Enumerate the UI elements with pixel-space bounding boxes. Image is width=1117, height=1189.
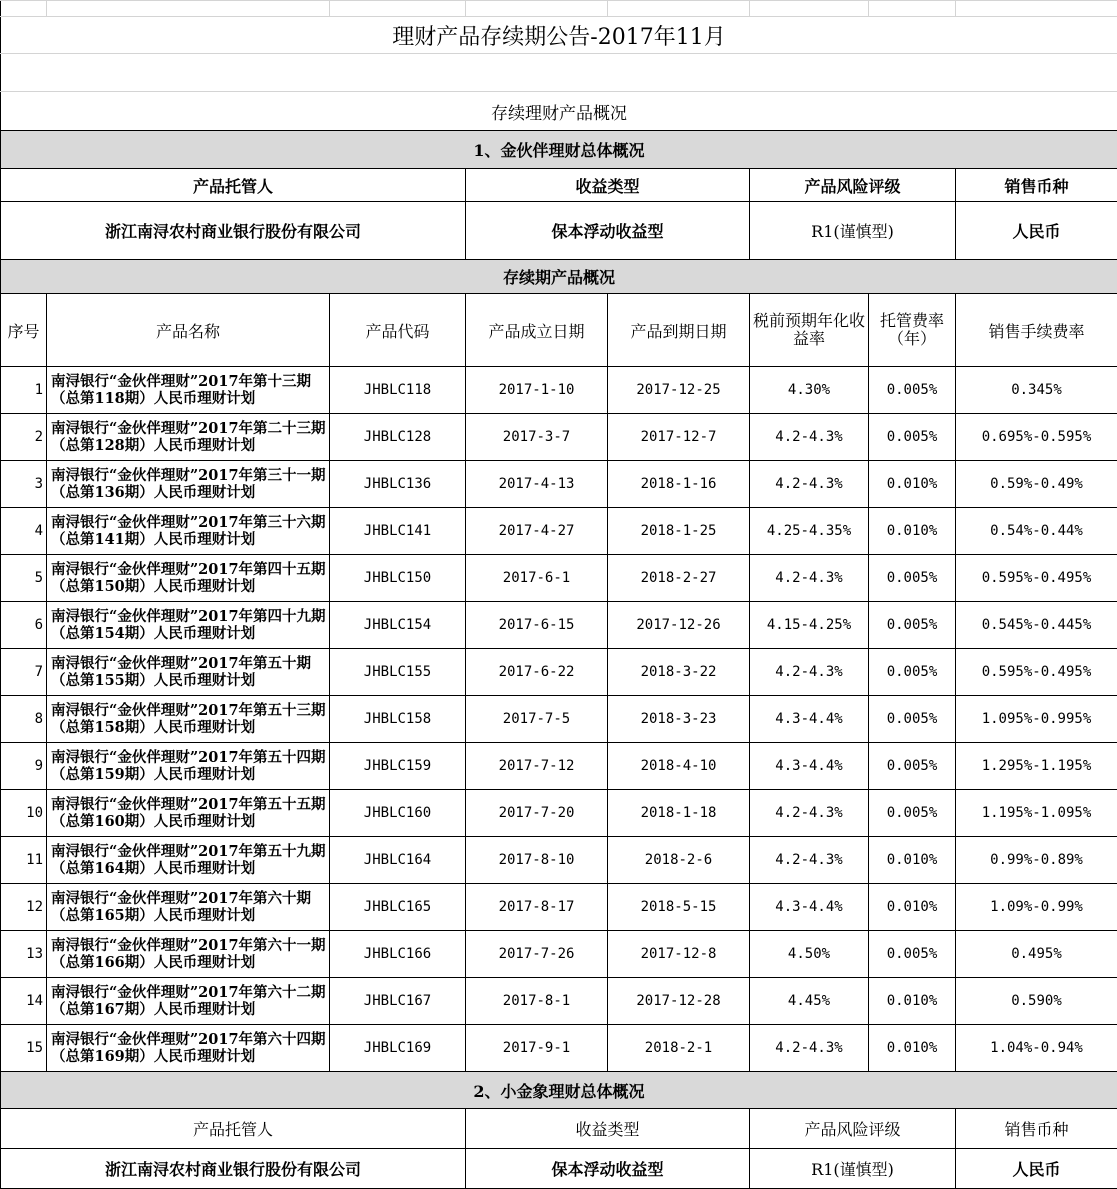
start-date: 2017-7-26 [466,931,608,978]
col-header-code: 产品代码 [330,294,466,367]
start-date: 2017-1-10 [466,367,608,414]
expected-yield: 4.2-4.3% [750,649,869,696]
expected-yield: 4.50% [750,931,869,978]
custody-fee: 0.005% [869,555,956,602]
table-row [1,978,1117,1025]
expected-yield: 4.3-4.4% [750,696,869,743]
col-header-yield: 税前预期年化收益率 [750,294,869,367]
end-date: 2018-2-27 [608,555,750,602]
custodian-value: 浙江南浔农村商业银行股份有限公司 [1,202,466,260]
sales-fee: 0.54%-0.44% [956,508,1117,555]
start-date: 2017-8-1 [466,978,608,1025]
expected-yield: 4.2-4.3% [750,555,869,602]
sales-fee: 0.590% [956,978,1117,1025]
table-row [1,508,1117,555]
expected-yield: 4.2-4.3% [750,1025,869,1072]
product-code: JHBLC160 [330,790,466,837]
table-row [1,649,1117,696]
start-date: 2017-7-12 [466,743,608,790]
table-row [1,367,1117,414]
section1-heading: 1、金伙伴理财总体概况 [1,131,1117,169]
product-code: JHBLC167 [330,978,466,1025]
col-header-no: 序号 [1,294,47,367]
custody-fee: 0.005% [869,602,956,649]
income-type-value: 保本浮动收益型 [466,202,750,260]
row-index: 15 [1,1025,47,1072]
custody-fee: 0.010% [869,461,956,508]
row-index: 7 [1,649,47,696]
custody-fee: 0.010% [869,978,956,1025]
sales-fee: 0.495% [956,931,1117,978]
start-date: 2017-6-15 [466,602,608,649]
product-name: 南浔银行“金伙伴理财”2017年第五十四期（总第159期）人民币理财计划 [47,743,330,790]
start-date: 2017-6-1 [466,555,608,602]
start-date: 2017-8-10 [466,837,608,884]
expected-yield: 4.2-4.3% [750,414,869,461]
start-date: 2017-8-17 [466,884,608,931]
custody-fee: 0.010% [869,1025,956,1072]
sales-fee: 0.99%-0.89% [956,837,1117,884]
custody-fee: 0.005% [869,649,956,696]
end-date: 2018-1-25 [608,508,750,555]
product-code: JHBLC169 [330,1025,466,1072]
custodian-value-2: 浙江南浔农村商业银行股份有限公司 [1,1149,466,1189]
table-row [1,461,1117,508]
risk-rating-value-2: R1(谨慎型) [750,1149,956,1189]
product-name: 南浔银行“金伙伴理财”2017年第四十九期（总第154期）人民币理财计划 [47,602,330,649]
start-date: 2017-7-5 [466,696,608,743]
product-name: 南浔银行“金伙伴理财”2017年第五十九期（总第164期）人民币理财计划 [47,837,330,884]
products-heading: 存续期产品概况 [1,260,1117,294]
expected-yield: 4.25-4.35% [750,508,869,555]
col-header-name: 产品名称 [47,294,330,367]
product-code: JHBLC155 [330,649,466,696]
risk-rating-header-2: 产品风险评级 [750,1109,956,1149]
product-name: 南浔银行“金伙伴理财”2017年第二十三期（总第128期）人民币理财计划 [47,414,330,461]
custody-fee: 0.010% [869,884,956,931]
end-date: 2018-3-23 [608,696,750,743]
product-code: JHBLC164 [330,837,466,884]
product-code: JHBLC154 [330,602,466,649]
start-date: 2017-4-27 [466,508,608,555]
product-name: 南浔银行“金伙伴理财”2017年第三十一期（总第136期）人民币理财计划 [47,461,330,508]
table-row [1,743,1117,790]
grid-row [1,1,1117,17]
start-date: 2017-7-20 [466,790,608,837]
product-code: JHBLC165 [330,884,466,931]
product-code: JHBLC158 [330,696,466,743]
product-name: 南浔银行“金伙伴理财”2017年第三十六期（总第141期）人民币理财计划 [47,508,330,555]
start-date: 2017-3-7 [466,414,608,461]
custody-fee: 0.005% [869,696,956,743]
page-title: 理财产品存续期公告-2017年11月 [1,17,1117,54]
currency-header-2: 销售币种 [956,1109,1117,1149]
end-date: 2018-2-6 [608,837,750,884]
sales-fee: 0.59%-0.49% [956,461,1117,508]
product-code: JHBLC150 [330,555,466,602]
start-date: 2017-6-22 [466,649,608,696]
table-row [1,602,1117,649]
sales-fee: 0.695%-0.595% [956,414,1117,461]
expected-yield: 4.2-4.3% [750,837,869,884]
sales-fee: 0.345% [956,367,1117,414]
sales-fee: 0.595%-0.495% [956,649,1117,696]
product-code: JHBLC128 [330,414,466,461]
sales-fee: 1.295%-1.195% [956,743,1117,790]
custody-fee: 0.005% [869,367,956,414]
row-index: 3 [1,461,47,508]
expected-yield: 4.3-4.4% [750,884,869,931]
row-index: 10 [1,790,47,837]
end-date: 2017-12-28 [608,978,750,1025]
table-row [1,1025,1117,1072]
custody-fee: 0.005% [869,743,956,790]
col-header-fee: 托管费率（年） [869,294,956,367]
end-date: 2017-12-25 [608,367,750,414]
end-date: 2018-1-16 [608,461,750,508]
custodian-header: 产品托管人 [1,169,466,202]
custody-fee: 0.005% [869,790,956,837]
sales-fee: 0.545%-0.445% [956,602,1117,649]
income-type-header: 收益类型 [466,169,750,202]
table-row [1,696,1117,743]
product-name: 南浔银行“金伙伴理财”2017年第五十三期（总第158期）人民币理财计划 [47,696,330,743]
product-code: JHBLC166 [330,931,466,978]
products-header-row [1,294,1117,367]
currency-value-2: 人民币 [956,1149,1117,1189]
income-type-value-2: 保本浮动收益型 [466,1149,750,1189]
row-index: 11 [1,837,47,884]
product-code: JHBLC159 [330,743,466,790]
product-name: 南浔银行“金伙伴理财”2017年第六十一期（总第166期）人民币理财计划 [47,931,330,978]
row-index: 4 [1,508,47,555]
risk-rating-value: R1(谨慎型) [750,202,956,260]
custody-fee: 0.005% [869,414,956,461]
custody-fee: 0.010% [869,837,956,884]
product-name: 南浔银行“金伙伴理财”2017年第六十二期（总第167期）人民币理财计划 [47,978,330,1025]
product-name: 南浔银行“金伙伴理财”2017年第六十期（总第165期）人民币理财计划 [47,884,330,931]
blank-row [1,54,1117,92]
expected-yield: 4.2-4.3% [750,461,869,508]
product-name: 南浔银行“金伙伴理财”2017年第五十期（总第155期）人民币理财计划 [47,649,330,696]
row-index: 5 [1,555,47,602]
end-date: 2017-12-7 [608,414,750,461]
product-code: JHBLC136 [330,461,466,508]
currency-value: 人民币 [956,202,1117,260]
product-name: 南浔银行“金伙伴理财”2017年第五十五期（总第160期）人民币理财计划 [47,790,330,837]
sales-fee: 1.09%-0.99% [956,884,1117,931]
section1-value-row [1,202,1117,260]
col-header-start: 产品成立日期 [466,294,608,367]
row-index: 13 [1,931,47,978]
row-index: 9 [1,743,47,790]
custodian-header-2: 产品托管人 [1,1109,466,1149]
sales-fee: 1.095%-0.995% [956,696,1117,743]
subtitle: 存续理财产品概况 [1,92,1117,131]
product-name: 南浔银行“金伙伴理财”2017年第十三期（总第118期）人民币理财计划 [47,367,330,414]
product-name: 南浔银行“金伙伴理财”2017年第四十五期（总第150期）人民币理财计划 [47,555,330,602]
section2-header-row [1,1109,1117,1149]
table-row [1,555,1117,602]
end-date: 2018-5-15 [608,884,750,931]
col-header-sales: 销售手续费率 [956,294,1117,367]
table-row [1,931,1117,978]
product-code: JHBLC118 [330,367,466,414]
end-date: 2018-2-1 [608,1025,750,1072]
start-date: 2017-4-13 [466,461,608,508]
end-date: 2018-1-18 [608,790,750,837]
section2-value-row [1,1149,1117,1189]
income-type-header-2: 收益类型 [466,1109,750,1149]
row-index: 6 [1,602,47,649]
table-row [1,837,1117,884]
table-row [1,790,1117,837]
sales-fee: 1.195%-1.095% [956,790,1117,837]
row-index: 14 [1,978,47,1025]
section2-heading: 2、小金象理财总体概况 [1,1072,1117,1109]
end-date: 2017-12-8 [608,931,750,978]
custody-fee: 0.005% [869,931,956,978]
expected-yield: 4.15-4.25% [750,602,869,649]
end-date: 2018-3-22 [608,649,750,696]
expected-yield: 4.45% [750,978,869,1025]
end-date: 2017-12-26 [608,602,750,649]
table-row [1,884,1117,931]
sales-fee: 1.04%-0.94% [956,1025,1117,1072]
currency-header: 销售币种 [956,169,1117,202]
risk-rating-header: 产品风险评级 [750,169,956,202]
row-index: 2 [1,414,47,461]
product-code: JHBLC141 [330,508,466,555]
row-index: 1 [1,367,47,414]
custody-fee: 0.010% [869,508,956,555]
expected-yield: 4.30% [750,367,869,414]
end-date: 2018-4-10 [608,743,750,790]
table-row [1,414,1117,461]
col-header-end: 产品到期日期 [608,294,750,367]
expected-yield: 4.2-4.3% [750,790,869,837]
section1-header-row [1,169,1117,202]
row-index: 8 [1,696,47,743]
expected-yield: 4.3-4.4% [750,743,869,790]
row-index: 12 [1,884,47,931]
start-date: 2017-9-1 [466,1025,608,1072]
product-name: 南浔银行“金伙伴理财”2017年第六十四期（总第169期）人民币理财计划 [47,1025,330,1072]
sales-fee: 0.595%-0.495% [956,555,1117,602]
